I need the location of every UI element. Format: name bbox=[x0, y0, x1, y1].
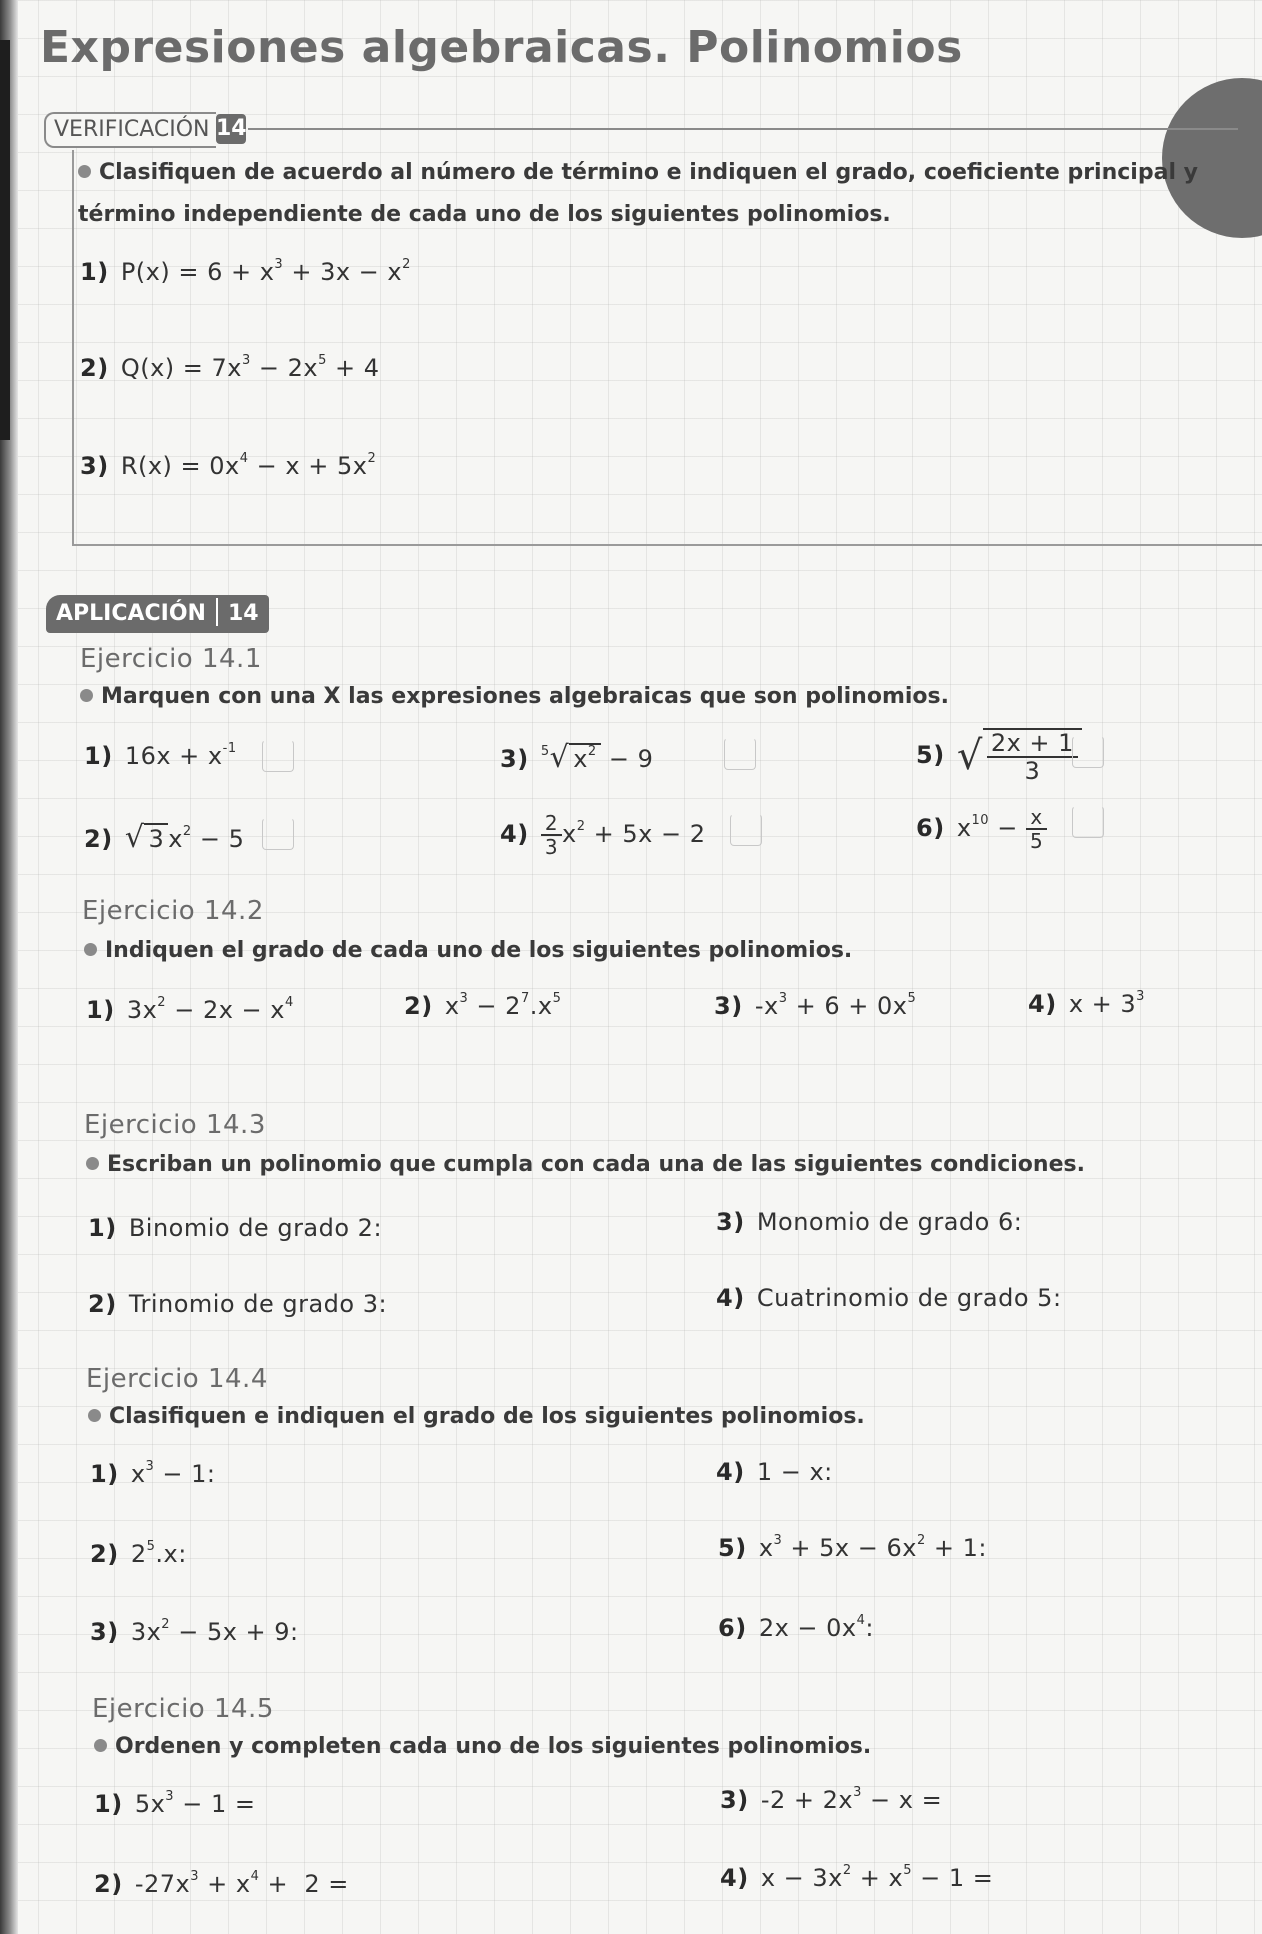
exercise-14-3-item-2 bbox=[88, 1290, 387, 1318]
item-number: 4) bbox=[500, 820, 529, 848]
exercise-14-5-item-1 bbox=[94, 1790, 255, 1818]
item-number: 4) bbox=[1028, 990, 1057, 1018]
exercise-14-1-item-5 bbox=[916, 728, 1082, 785]
item-expression: $x - 3x^2 + x^5 - 1$ = bbox=[760, 1863, 994, 1892]
verificacion-item-2 bbox=[80, 354, 380, 382]
item-text: Monomio de grado 6: bbox=[756, 1208, 1023, 1236]
aplicacion-header bbox=[46, 595, 269, 633]
checkbox-3[interactable] bbox=[724, 738, 756, 770]
aplicacion-separator bbox=[216, 598, 218, 626]
item-expression: $P(x) = 6 + x^3 + 3x - x^2$ bbox=[120, 257, 411, 286]
book-spine-dark-edge bbox=[0, 40, 10, 440]
exercise-14-2-item-2 bbox=[404, 992, 561, 1020]
item-number: 2) bbox=[84, 825, 113, 853]
item-expression: $x + 3^3$ bbox=[1068, 989, 1145, 1018]
item-number: 3) bbox=[80, 452, 109, 480]
bullet-icon bbox=[78, 165, 91, 178]
item-expression: $-2 + 2x^3 - x$ = bbox=[760, 1785, 943, 1814]
verificacion-header bbox=[44, 112, 1194, 148]
item-number: 1) bbox=[80, 258, 109, 286]
item-expression: $R(x) = 0x^4 - x + 5x^2$ bbox=[120, 451, 377, 480]
item-number: 3) bbox=[716, 1208, 745, 1236]
exercise-14-3-item-4 bbox=[716, 1284, 1062, 1312]
exercise-14-3-instruction-text: Escriban un polinomio que cumpla con cada una de las siguientes condiciones. bbox=[107, 1152, 1085, 1177]
exercise-14-5-title: Ejercicio 14.5 bbox=[92, 1694, 274, 1724]
exercise-14-5-item-2 bbox=[94, 1870, 349, 1898]
exercise-14-4-title: Ejercicio 14.4 bbox=[86, 1364, 268, 1394]
item-expression: $\frac{2}{3}$ $x^2 + 5x - 2$ bbox=[541, 820, 706, 848]
item-expression: $-x^3 + 6 + 0x^5$ bbox=[754, 991, 917, 1020]
exercise-14-4-item-1 bbox=[90, 1460, 216, 1488]
bullet-icon bbox=[94, 1739, 107, 1752]
item-number: 2) bbox=[94, 1870, 123, 1898]
item-number: 1) bbox=[94, 1790, 123, 1818]
item-expression: $x^3 - 2^7.x^5$ bbox=[444, 991, 562, 1020]
item-number: 3) bbox=[90, 1618, 119, 1646]
exercise-14-2-item-4 bbox=[1028, 990, 1145, 1018]
item-number: 2) bbox=[404, 992, 433, 1020]
checkbox-2[interactable] bbox=[262, 818, 294, 850]
exercise-14-1-item-3 bbox=[500, 740, 653, 775]
checkbox-5[interactable] bbox=[1072, 736, 1104, 768]
exercise-14-4-instruction-text: Clasifiquen e indiquen el grado de los siguientes polinomios. bbox=[109, 1404, 865, 1429]
exercise-14-1-item-4 bbox=[500, 812, 706, 858]
item-text: Cuatrinomio de grado 5: bbox=[756, 1284, 1062, 1312]
exercise-14-5-instruction-text: Ordenen y completen cada uno de los siguientes polinomios. bbox=[115, 1734, 872, 1759]
verificacion-label: VERIFICACIÓN bbox=[44, 112, 216, 148]
bullet-icon bbox=[80, 689, 93, 702]
item-number: 3) bbox=[500, 745, 529, 773]
exercise-14-1-instruction bbox=[80, 676, 949, 718]
item-text: Binomio de grado 2: bbox=[128, 1214, 383, 1242]
exercise-14-4-item-6 bbox=[718, 1614, 874, 1642]
exercise-14-2-item-1 bbox=[86, 996, 294, 1024]
verificacion-rule bbox=[248, 128, 1238, 130]
item-number: 5) bbox=[916, 741, 945, 770]
verificacion-instruction-text: Clasifiquen de acuerdo al número de término e indiquen el grado, coeficiente principal y término independiente de cada uno de los siguientes polinomios. bbox=[78, 160, 1198, 227]
bullet-icon bbox=[86, 1157, 99, 1170]
item-expression: $-27x^3 + x^4 + 2$ = bbox=[134, 1869, 349, 1898]
aplicacion-number: 14 bbox=[227, 601, 259, 626]
exercise-14-5-item-4 bbox=[720, 1864, 993, 1892]
bullet-icon bbox=[84, 943, 97, 956]
exercise-14-1-item-6 bbox=[916, 806, 1047, 852]
item-expression: $2x - 0x^4$: bbox=[758, 1613, 874, 1642]
item-number: 1) bbox=[88, 1214, 117, 1242]
exercise-14-3-item-3 bbox=[716, 1208, 1022, 1236]
exercise-14-2-item-3 bbox=[714, 992, 916, 1020]
bullet-icon bbox=[88, 1409, 101, 1422]
exercise-14-2-instruction bbox=[84, 930, 852, 972]
checkbox-1[interactable] bbox=[262, 740, 294, 772]
item-number: 1) bbox=[90, 1460, 119, 1488]
verificacion-item-3 bbox=[80, 452, 376, 480]
item-expression: √ $\frac{2x + 1}{3}$ bbox=[957, 741, 1082, 769]
exercise-14-1-item-1 bbox=[84, 742, 237, 770]
item-expression: $Q(x) = 7x^3 - 2x^5 + 4$ bbox=[120, 353, 380, 382]
exercise-14-1-title: Ejercicio 14.1 bbox=[80, 644, 262, 674]
exercise-14-2-title: Ejercicio 14.2 bbox=[82, 896, 264, 926]
checkbox-6[interactable] bbox=[1072, 806, 1104, 838]
exercise-14-1-instruction-text: Marquen con una X las expresiones algebraicas que son polinomios. bbox=[101, 684, 949, 709]
verificacion-number: 14 bbox=[216, 114, 246, 144]
item-expression: $3x^2 - 5x + 9$: bbox=[130, 1617, 299, 1646]
page-title: Expresiones algebraicas. Polinomios bbox=[40, 22, 963, 73]
exercise-14-4-instruction bbox=[88, 1396, 865, 1438]
exercise-14-5-item-3 bbox=[720, 1786, 942, 1814]
item-expression: $5x^3 - 1$ = bbox=[134, 1789, 256, 1818]
exercise-14-2-instruction-text: Indiquen el grado de cada uno de los siguientes polinomios. bbox=[105, 938, 853, 963]
item-number: 4) bbox=[716, 1284, 745, 1312]
exercise-14-5-instruction bbox=[94, 1726, 871, 1768]
item-number: 2) bbox=[90, 1540, 119, 1568]
exercise-14-1-item-2 bbox=[84, 820, 244, 855]
aplicacion-label: APLICACIÓN bbox=[56, 601, 206, 626]
exercise-14-4-item-3 bbox=[90, 1618, 299, 1646]
item-expression: $x^3 + 5x - 6x^2 + 1$: bbox=[758, 1533, 987, 1562]
exercise-14-4-item-5 bbox=[718, 1534, 987, 1562]
item-expression: √ 3 $x^2 - 5$ bbox=[124, 820, 245, 855]
exercise-14-3-instruction bbox=[86, 1144, 1085, 1186]
item-expression: $3x^2 - 2x - x^4$ bbox=[126, 995, 294, 1024]
item-expression: $x^{10}$ − $\frac{x}{5}$ bbox=[957, 814, 1047, 842]
item-number: 2) bbox=[80, 354, 109, 382]
item-expression: $16x + x^{-1}$ bbox=[124, 741, 237, 770]
item-number: 1) bbox=[84, 742, 113, 770]
item-number: 6) bbox=[916, 814, 945, 842]
item-number: 2) bbox=[88, 1290, 117, 1318]
item-number: 3) bbox=[714, 992, 743, 1020]
item-number: 1) bbox=[86, 996, 115, 1024]
item-expression: $2^5.x$: bbox=[130, 1539, 187, 1568]
exercise-14-4-item-4 bbox=[716, 1458, 833, 1486]
item-expression: $^5$√ $x^2 - 9$ bbox=[540, 740, 654, 775]
exercise-14-3-item-1 bbox=[88, 1214, 382, 1242]
item-text: Trinomio de grado 3: bbox=[128, 1290, 388, 1318]
exercise-14-4-item-2 bbox=[90, 1540, 187, 1568]
item-expression: 1 − x: bbox=[756, 1458, 833, 1486]
item-expression: $x^3 - 1$: bbox=[130, 1459, 216, 1488]
checkbox-4[interactable] bbox=[730, 814, 762, 846]
item-number: 4) bbox=[716, 1458, 745, 1486]
exercise-14-3-title: Ejercicio 14.3 bbox=[84, 1110, 266, 1140]
verificacion-instruction bbox=[78, 152, 1198, 236]
item-number: 5) bbox=[718, 1534, 747, 1562]
verificacion-item-1 bbox=[80, 258, 411, 286]
item-number: 3) bbox=[720, 1786, 749, 1814]
item-number: 6) bbox=[718, 1614, 747, 1642]
item-number: 4) bbox=[720, 1864, 749, 1892]
